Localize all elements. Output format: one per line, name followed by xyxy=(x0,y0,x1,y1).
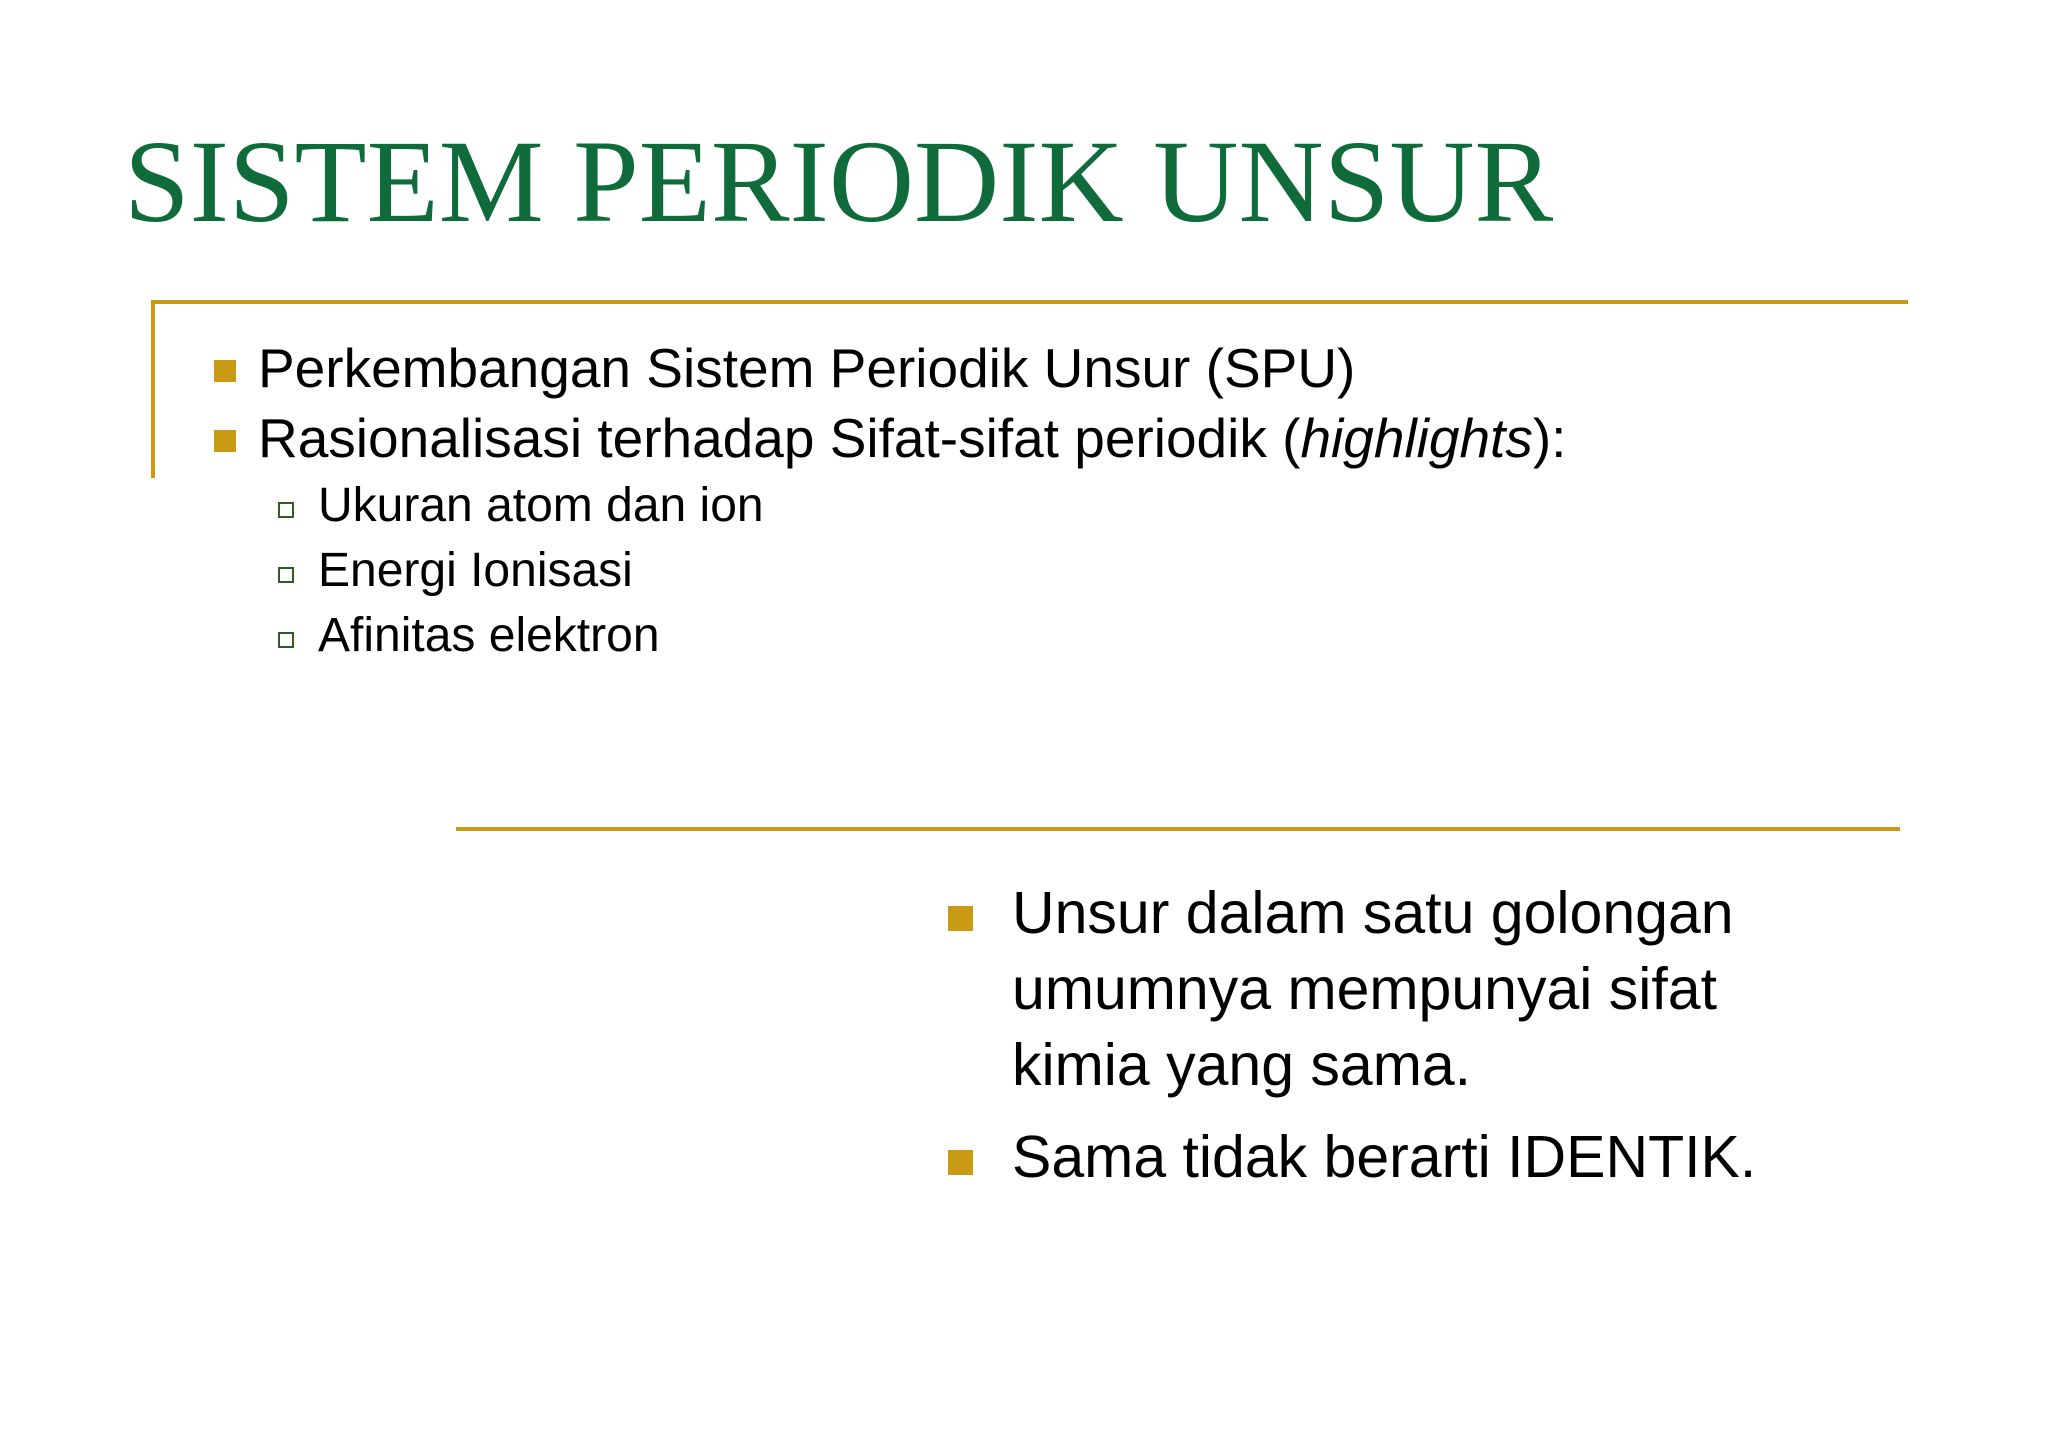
main-bullet-item xyxy=(214,403,1894,473)
hollow-square-bullet-icon xyxy=(278,502,294,518)
sub-bullet-item xyxy=(278,603,1894,668)
main-bullet-text-start: Rasionalisasi terhadap Sifat-sifat periodik ( xyxy=(258,407,1301,469)
main-bullet-italic-text: highlights xyxy=(1300,407,1533,469)
right-bullet-text: Sama tidak berarti IDENTIK. xyxy=(1012,1124,1757,1190)
main-bullet-item xyxy=(214,333,1894,403)
left-divider-line xyxy=(151,300,155,478)
square-bullet-icon xyxy=(948,1150,973,1175)
sub-bullet-item xyxy=(278,473,1894,538)
sub-bullet-list xyxy=(278,473,1894,668)
sub-bullet-text: Afinitas elektron xyxy=(318,609,660,662)
right-bullet-item xyxy=(948,1119,1848,1195)
hollow-square-bullet-icon xyxy=(278,632,294,648)
square-bullet-icon xyxy=(214,360,236,382)
square-bullet-icon xyxy=(948,906,973,931)
main-bullet-list xyxy=(214,333,1894,668)
hollow-square-bullet-icon xyxy=(278,567,294,583)
main-bullet-text-end: ): xyxy=(1532,407,1567,469)
sub-bullet-text: Ukuran atom dan ion xyxy=(318,479,764,532)
sub-bullet-group xyxy=(214,473,1894,668)
right-bullet-item xyxy=(948,875,1848,1103)
right-bullet-list xyxy=(948,875,1848,1211)
middle-divider-line xyxy=(456,827,1900,831)
sub-bullet-item xyxy=(278,538,1894,603)
top-divider-line xyxy=(151,300,1908,304)
right-bullet-text: Unsur dalam satu golongan umumnya mempunyai sifat kimia yang sama. xyxy=(1012,880,1734,1098)
sub-bullet-text: Energi Ionisasi xyxy=(318,544,633,597)
square-bullet-icon xyxy=(214,430,236,452)
main-bullet-text: Perkembangan Sistem Periodik Unsur (SPU) xyxy=(258,337,1356,399)
slide-title: SISTEM PERIODIK UNSUR xyxy=(124,116,1554,247)
